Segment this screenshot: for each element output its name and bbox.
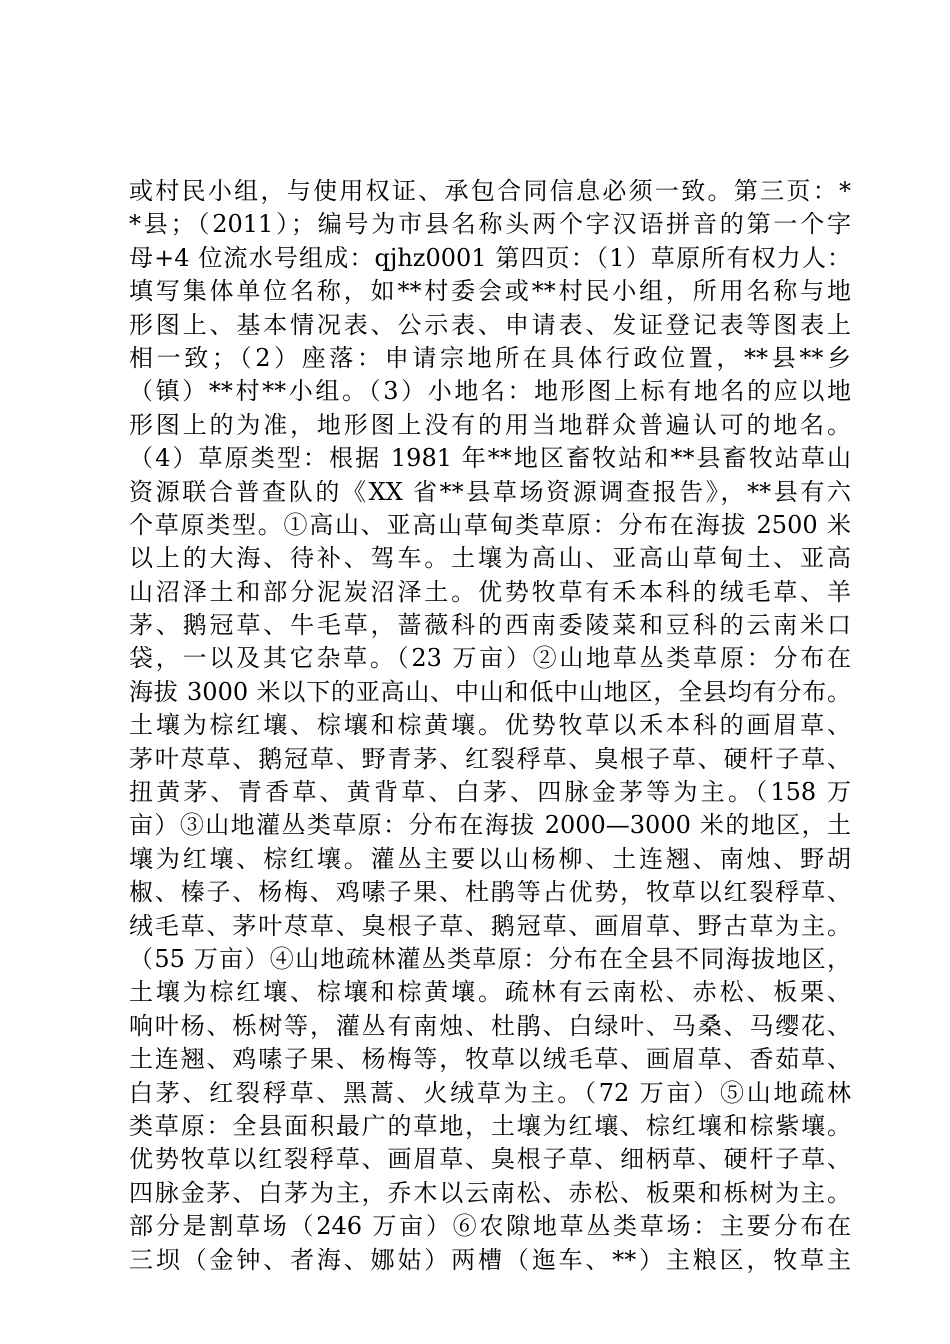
text-line: 或村民小组，与使用权证、承包合同信息必须一致。第三页：* (129, 177, 851, 205)
text-line: 壤为红壤、棕红壤。灌丛主要以山杨柳、土连翘、南烛、野胡 (129, 844, 851, 873)
text-line: 母+4 位流水号组成：qjhz0001 第四页：（1）草原所有权力人： (129, 243, 851, 272)
text-line: 土壤为棕红壤、棕壤和棕黄壤。疏林有云南松、赤松、板栗、 (129, 978, 851, 1007)
text-line: 绒毛草、茅叶荩草、臭根子草、鹅冠草、画眉草、野古草为主。 (129, 911, 851, 940)
text-line: 土连翘、鸡嗉子果、杨梅等，牧草以绒毛草、画眉草、香茹草、 (129, 1045, 851, 1074)
text-line: 山沼泽土和部分泥炭沼泽土。优势牧草有禾本科的绒毛草、羊 (129, 577, 851, 606)
text-line: 填写集体单位名称，如**村委会或**村民小组，所用名称与地 (129, 277, 851, 306)
text-line: 三坝（金钟、者海、娜姑）两槽（迤车、**）主粮区，牧草主 (129, 1245, 851, 1274)
text-line: 优势牧草以红裂稃草、画眉草、臭根子草、细柄草、硬杆子草、 (129, 1145, 851, 1174)
body-text (129, 175, 851, 1277)
text-line: （镇）**村**小组。（3）小地名：地形图上标有地名的应以地 (129, 377, 851, 406)
text-line: （4）草原类型：根据 1981 年**地区畜牧站和**县畜牧站草山 (129, 444, 851, 473)
text-line: 以上的大海、待补、驾车。土壤为高山、亚高山草甸土、亚高 (129, 544, 851, 573)
text-line: 土壤为棕红壤、棕壤和棕黄壤。优势牧草以禾本科的画眉草、 (129, 711, 851, 740)
text-line: 部分是割草场（246 万亩）⑥农隙地草丛类草场：主要分布在 (129, 1212, 851, 1241)
text-line: 袋，一以及其它杂草。（23 万亩）②山地草丛类草原：分布在 (129, 644, 851, 673)
text-line: 亩）③山地灌丛类草原：分布在海拔 2000—3000 米的地区，土 (129, 811, 851, 840)
text-line: 个草原类型。①高山、亚高山草甸类草原：分布在海拔 2500 米 (129, 510, 851, 539)
text-line: 四脉金茅、白茅为主，乔木以云南松、赤松、板栗和栎树为主。 (129, 1178, 851, 1207)
text-line: *县；（2011）；编号为市县名称头两个字汉语拼音的第一个字 (129, 210, 851, 239)
text-line: 海拔 3000 米以下的亚高山、中山和低中山地区，全县均有分布。 (129, 677, 851, 706)
text-line: 白茅、红裂稃草、黑蒿、火绒草为主。（72 万亩）⑤山地疏林 (129, 1078, 851, 1107)
text-line: （55 万亩）④山地疏林灌丛类草原：分布在全县不同海拔地区， (129, 944, 851, 973)
text-line: 响叶杨、栎树等，灌丛有南烛、杜鹃、白绿叶、马桑、马缨花、 (129, 1011, 851, 1040)
text-line: 茅、鹅冠草、牛毛草，蔷薇科的西南委陵菜和豆科的云南米口 (129, 611, 851, 640)
text-line: 类草原：全县面积最广的草地，土壤为红壤、棕红壤和棕紫壤。 (129, 1111, 851, 1140)
text-line: 形图上的为准，地形图上没有的用当地群众普遍认可的地名。 (129, 410, 851, 439)
text-line: 相一致；（2）座落：申请宗地所在具体行政位置，**县**乡 (129, 343, 851, 372)
text-line: 资源联合普查队的《XX 省**县草场资源调查报告》，**县有六 (129, 477, 851, 506)
text-line: 椒、榛子、杨梅、鸡嗉子果、杜鹃等占优势，牧草以红裂稃草、 (129, 878, 851, 907)
text-line: 茅叶荩草、鹅冠草、野青茅、红裂稃草、臭根子草、硬杆子草、 (129, 744, 851, 773)
text-line: 形图上、基本情况表、公示表、申请表、发证登记表等图表上 (129, 310, 851, 339)
text-line: 扭黄茅、青香草、黄背草、白茅、四脉金茅等为主。（158 万 (129, 778, 851, 807)
